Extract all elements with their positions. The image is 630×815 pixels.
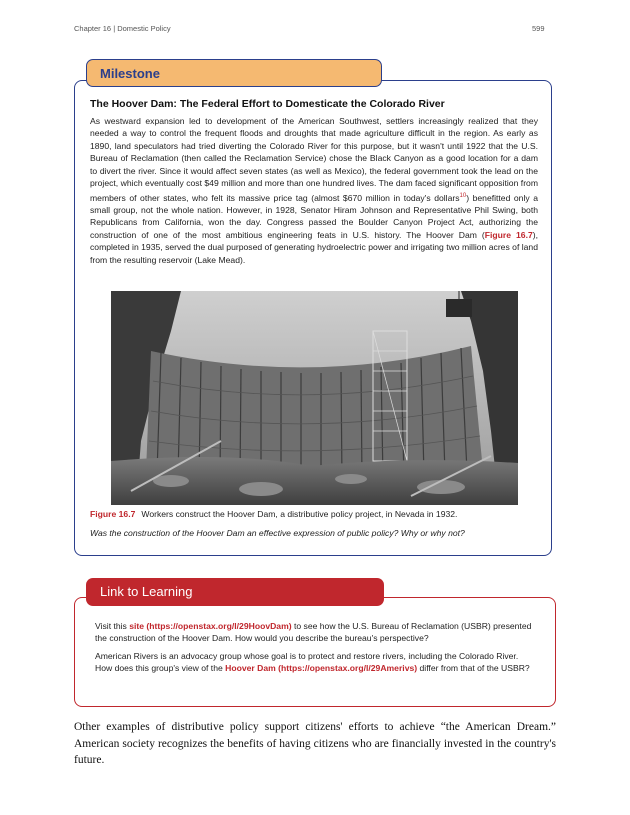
milestone-tab xyxy=(86,59,382,87)
article-body-part3: ), completed in 1935, served the dual purposed of generating hydroelectric power and irrigating two million acres of land from the resulting reservoir (Lake Mead). xyxy=(90,229,539,265)
american-rivers-link[interactable]: Hoover Dam (https://openstax.org/l/29Amerivs) xyxy=(225,663,418,674)
link-paragraph-2 xyxy=(95,650,535,675)
figure-caption xyxy=(90,509,457,519)
page-number: 599 xyxy=(532,24,545,33)
chapter-header: Chapter 16 | Domestic Policy xyxy=(74,24,171,33)
figure-label: Figure 16.7 xyxy=(90,509,136,519)
link-p1-text: Visit this xyxy=(95,621,130,631)
figure-caption-text: Workers construct the Hoover Dam, a distributive policy project, in Nevada in 1932. xyxy=(141,509,458,519)
link-p1-text-end: to see how the U.S. Bureau of Reclamation (USBR) presented the construction of the Hoover Dam. How would you describe the bureau's perspective? xyxy=(95,621,532,644)
link-p2-text: American Rivers is an advocacy group whose goal is to protect and restore rivers, including the Colorado River. How does this group's view of the xyxy=(95,651,519,674)
hoover-dam-photo xyxy=(111,291,518,505)
figure-reference-link[interactable]: Figure 16.7 xyxy=(484,229,533,240)
hoover-dam-usbr-link[interactable]: site (https://openstax.org/l/29HoovDam) xyxy=(129,621,292,631)
link-to-learning-tab xyxy=(86,578,384,606)
article-title: The Hoover Dam: The Federal Effort to Domesticate the Colorado River xyxy=(90,98,445,110)
article-body-part1: As westward expansion led to development of the American Southwest, settlers increasingly realized that they needed a way to control the frequent floods and droughts that made agriculture difficult in the region. As early as 1890, land speculators had tried diverting the Colorado River for this purpose, but it wasn't until 1922 that the U.S. Bureau of Reclamation (then called the Reclamation Service) chose the Black Canyon as a good location for a dam to divert the river. Since it would affect seven states (as well as Mexico), the federal government took the lead on the project, which eventually cost $49 million and more than one hundred lives. The dam faced significant opposition from members of other states, who felt its massive price tag (almost $670 million in today's dollars xyxy=(90,116,538,203)
figure-question: Was the construction of the Hoover Dam an effective expression of public policy? Why or why not? xyxy=(90,528,465,538)
milestone-label: Milestone xyxy=(100,66,160,81)
footnote-ref[interactable]: 10 xyxy=(459,192,467,199)
link-paragraph-1 xyxy=(95,620,535,645)
article-body-part2: ) benefitted only a small group, not the whole nation. However, in 1928, Senator Hiram Johnson and Representative Phil Swing, both Republicans from California, won the day. Congress passed the Boulder Canyon Project Act, authorizing the construction of one of the most ambitious engineering feats in U.S. history. The Hoover Dam ( xyxy=(90,192,538,240)
body-paragraph: Other examples of distributive policy support citizens' efforts to achieve “the American Dream.” American society recognizes the benefits of having citizens who are financially invested in the country's future. xyxy=(74,721,556,766)
article-body xyxy=(90,115,538,266)
link-to-learning-label: Link to Learning xyxy=(100,584,193,599)
link-p2-text-end: differ from that of the USBR? xyxy=(417,663,530,674)
